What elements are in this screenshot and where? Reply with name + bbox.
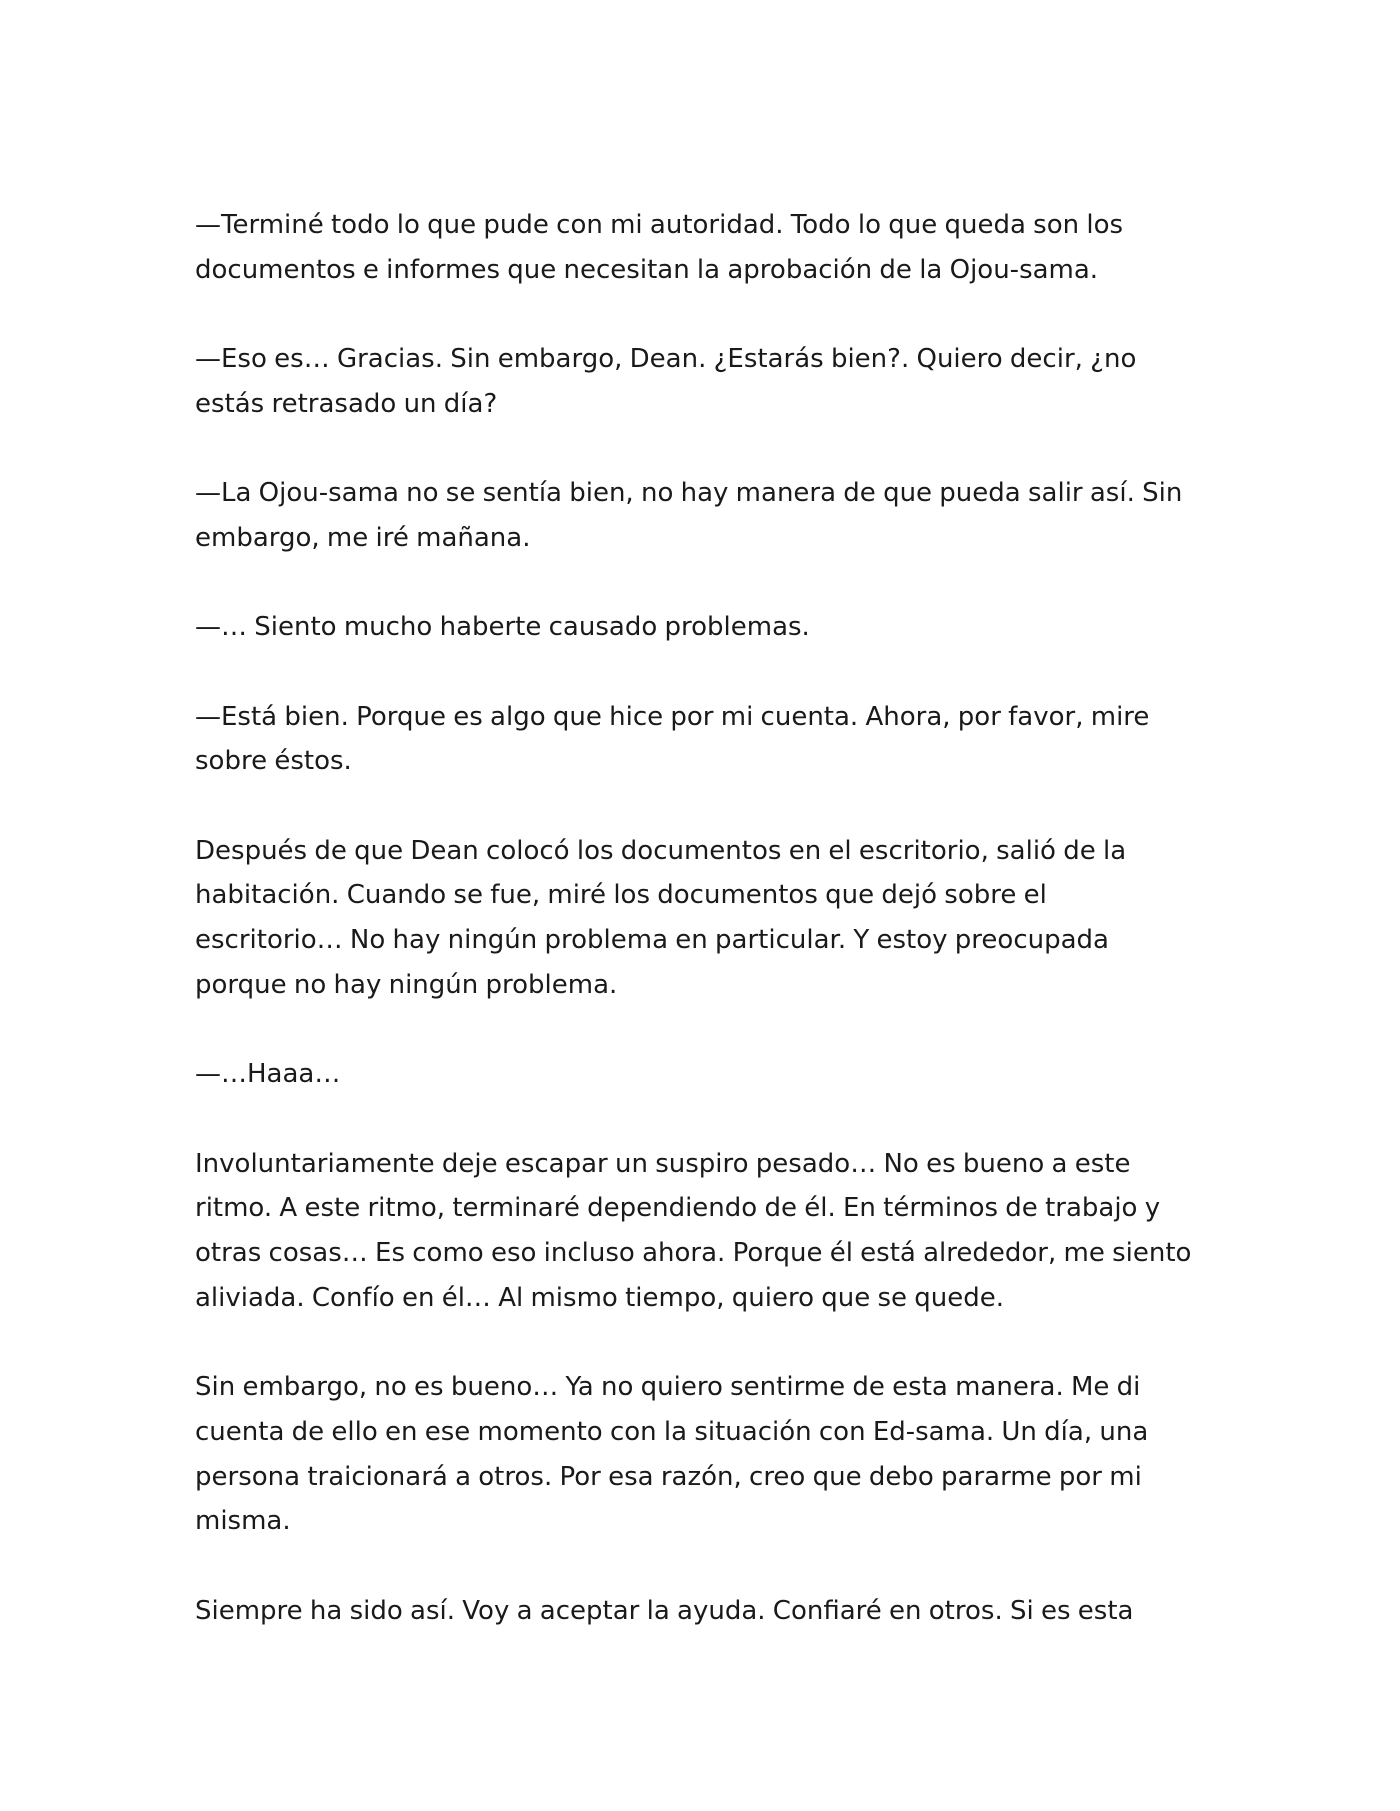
paragraph-2: —Eso es… Gracias. Sin embargo, Dean. ¿Estarás bien?. Quiero decir, ¿no estás retrasado un día?	[195, 344, 1137, 419]
paragraph-8: Involuntariamente deje escapar un suspiro pesado… No es bueno a este ritmo. A este ritmo, terminaré dependiendo de él. En términos de trabajo y otras cosas… Es como eso incluso ahora. Porque él está alrededor, me siento aliviada. Confío en él… Al mismo tiempo, quiero que se quede.	[195, 1148, 1192, 1313]
paragraph-3: —La Ojou-sama no se sentía bien, no hay manera de que pueda salir así. Sin embargo, me iré mañana.	[195, 478, 1183, 553]
paragraph-4: —… Siento mucho haberte causado problemas.	[195, 612, 810, 643]
paragraph-10: Siempre ha sido así. Voy a aceptar la ayuda. Confiaré en otros. Si es esta	[195, 1595, 1134, 1626]
paragraph-7: —…Haaa…	[195, 1059, 341, 1090]
paragraph-9: Sin embargo, no es bueno… Ya no quiero sentirme de esta manera. Me di cuenta de ello en ese momento con la situación con Ed-sama. Un día, una persona traicionará a otros. Por esa razón, creo que debo pararme por mi misma.	[195, 1372, 1149, 1537]
paragraph-1: —Terminé todo lo que pude con mi autoridad. Todo lo que queda son los documentos e informes que necesitan la aprobación de la Ojou-sama.	[195, 210, 1124, 285]
document-body	[195, 203, 1205, 1633]
paragraph-5: —Está bien. Porque es algo que hice por mi cuenta. Ahora, por favor, mire sobre éstos.	[195, 701, 1150, 777]
paragraph-6: Después de que Dean colocó los documentos en el escritorio, salió de la habitación. Cuando se fue, miré los documentos que dejó sobre el escritorio… No hay ningún problema en particular. Y estoy preocupada porque no hay ningún problema.	[195, 835, 1127, 1000]
